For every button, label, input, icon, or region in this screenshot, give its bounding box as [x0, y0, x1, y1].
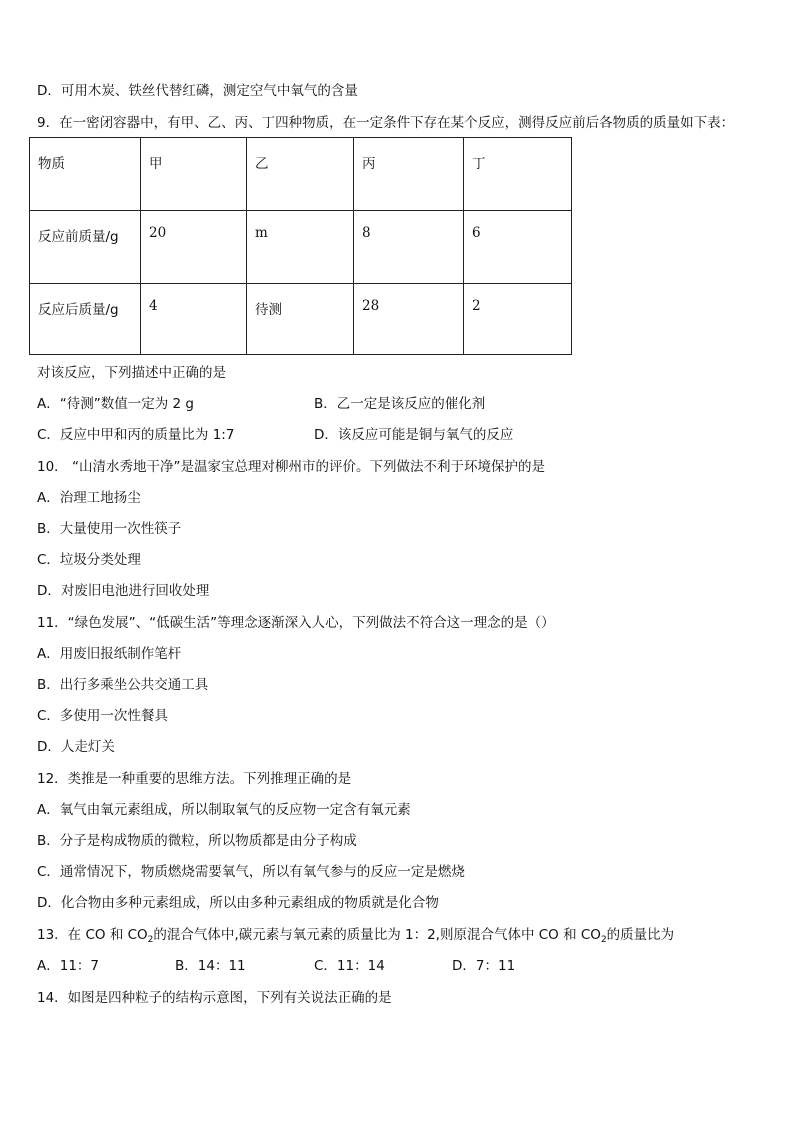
- q10-option-d: D．对废旧电池进行回收处理: [37, 583, 210, 599]
- table-cell: 丁: [464, 138, 572, 211]
- q12-option-d: D．化合物由多种元素组成，所以由多种元素组成的物质就是化合物: [37, 895, 439, 911]
- q11-question: 11．“绿色发展”、“低碳生活”等理念逐渐深入人心，下列做法不符合这一理念的是（）: [37, 615, 555, 631]
- table-cell: 2: [464, 284, 572, 355]
- q9-option-d: D．该反应可能是铜与氧气的反应: [314, 427, 514, 443]
- q9-option-b: B．乙一定是该反应的催化剂: [314, 396, 486, 412]
- table-cell: 20: [141, 211, 247, 284]
- table-row: [30, 284, 572, 355]
- q11-option-c: C．多使用一次性餐具: [37, 708, 168, 724]
- table-cell: 反应前质量/g: [30, 211, 141, 284]
- table-cell: 反应后质量/g: [30, 284, 141, 355]
- q13-option-b: B．14：11: [175, 958, 246, 974]
- q10-question: 10． “山清水秀地干净”是温家宝总理对柳州市的评价。下列做法不利于环境保护的是: [37, 459, 545, 475]
- table-cell: 4: [141, 284, 247, 355]
- q12-option-a: A．氧气由氧元素组成，所以制取氧气的反应物一定含有氧元素: [37, 802, 411, 818]
- q11-option-b: B．出行多乘坐公共交通工具: [37, 677, 209, 693]
- q13-text-part: 13．在 CO 和 CO: [37, 927, 148, 943]
- subscript: 2: [147, 935, 154, 945]
- table-cell: 6: [464, 211, 572, 284]
- q10-option-c: C．垃圾分类处理: [37, 552, 141, 568]
- q13-text-part: 的混合气体中,碳元素与氧元素的质量比为 1：2,则原混合气体中 CO 和 CO: [153, 927, 601, 943]
- q9-option-c: C．反应中甲和丙的质量比为 1:7: [37, 427, 235, 443]
- q8-option-d: D．可用木炭、铁丝代替红磷，测定空气中氧气的含量: [37, 83, 358, 99]
- q13-text-part: 的质量比为: [606, 927, 675, 943]
- q10-option-b: B．大量使用一次性筷子: [37, 521, 182, 537]
- q13-question: [37, 926, 674, 946]
- table-row: [30, 211, 572, 284]
- table-cell: 物质: [30, 138, 141, 211]
- table-cell: 28: [354, 284, 464, 355]
- q9-option-a: A．“待测”数值一定为 2 g: [37, 396, 194, 412]
- subscript: 2: [600, 935, 607, 945]
- q11-option-a: A．用废旧报纸制作笔杆: [37, 646, 182, 662]
- q13-option-d: D．7：11: [452, 958, 516, 974]
- q13-option-a: A．11：7: [37, 958, 100, 974]
- table-cell: 丙: [354, 138, 464, 211]
- q9-question: 9．在一密闭容器中，有甲、乙、丙、丁四种物质，在一定条件下存在某个反应，测得反应前后各物质的质量如下表：: [37, 115, 735, 131]
- table-cell: 待测: [247, 284, 354, 355]
- q14-question: 14．如图是四种粒子的结构示意图，下列有关说法正确的是: [37, 990, 392, 1006]
- table-cell: 乙: [247, 138, 354, 211]
- table-header-row: [30, 138, 572, 211]
- q10-option-a: A．治理工地扬尘: [37, 490, 141, 506]
- table-cell: 8: [354, 211, 464, 284]
- table-cell: m: [247, 211, 354, 284]
- q11-option-d: D．人走灯关: [37, 739, 115, 755]
- q12-question: 12．类推是一种重要的思维方法。下列推理正确的是: [37, 771, 352, 787]
- mass-table: [29, 137, 572, 355]
- q12-option-b: B．分子是构成物质的微粒，所以物质都是由分子构成: [37, 833, 357, 849]
- q13-option-c: C．11：14: [314, 958, 385, 974]
- q12-option-c: C．通常情况下，物质燃烧需要氧气，所以有氧气参与的反应一定是燃烧: [37, 864, 465, 880]
- table-cell: 甲: [141, 138, 247, 211]
- q9-stem: 对该反应，下列描述中正确的是: [37, 365, 226, 381]
